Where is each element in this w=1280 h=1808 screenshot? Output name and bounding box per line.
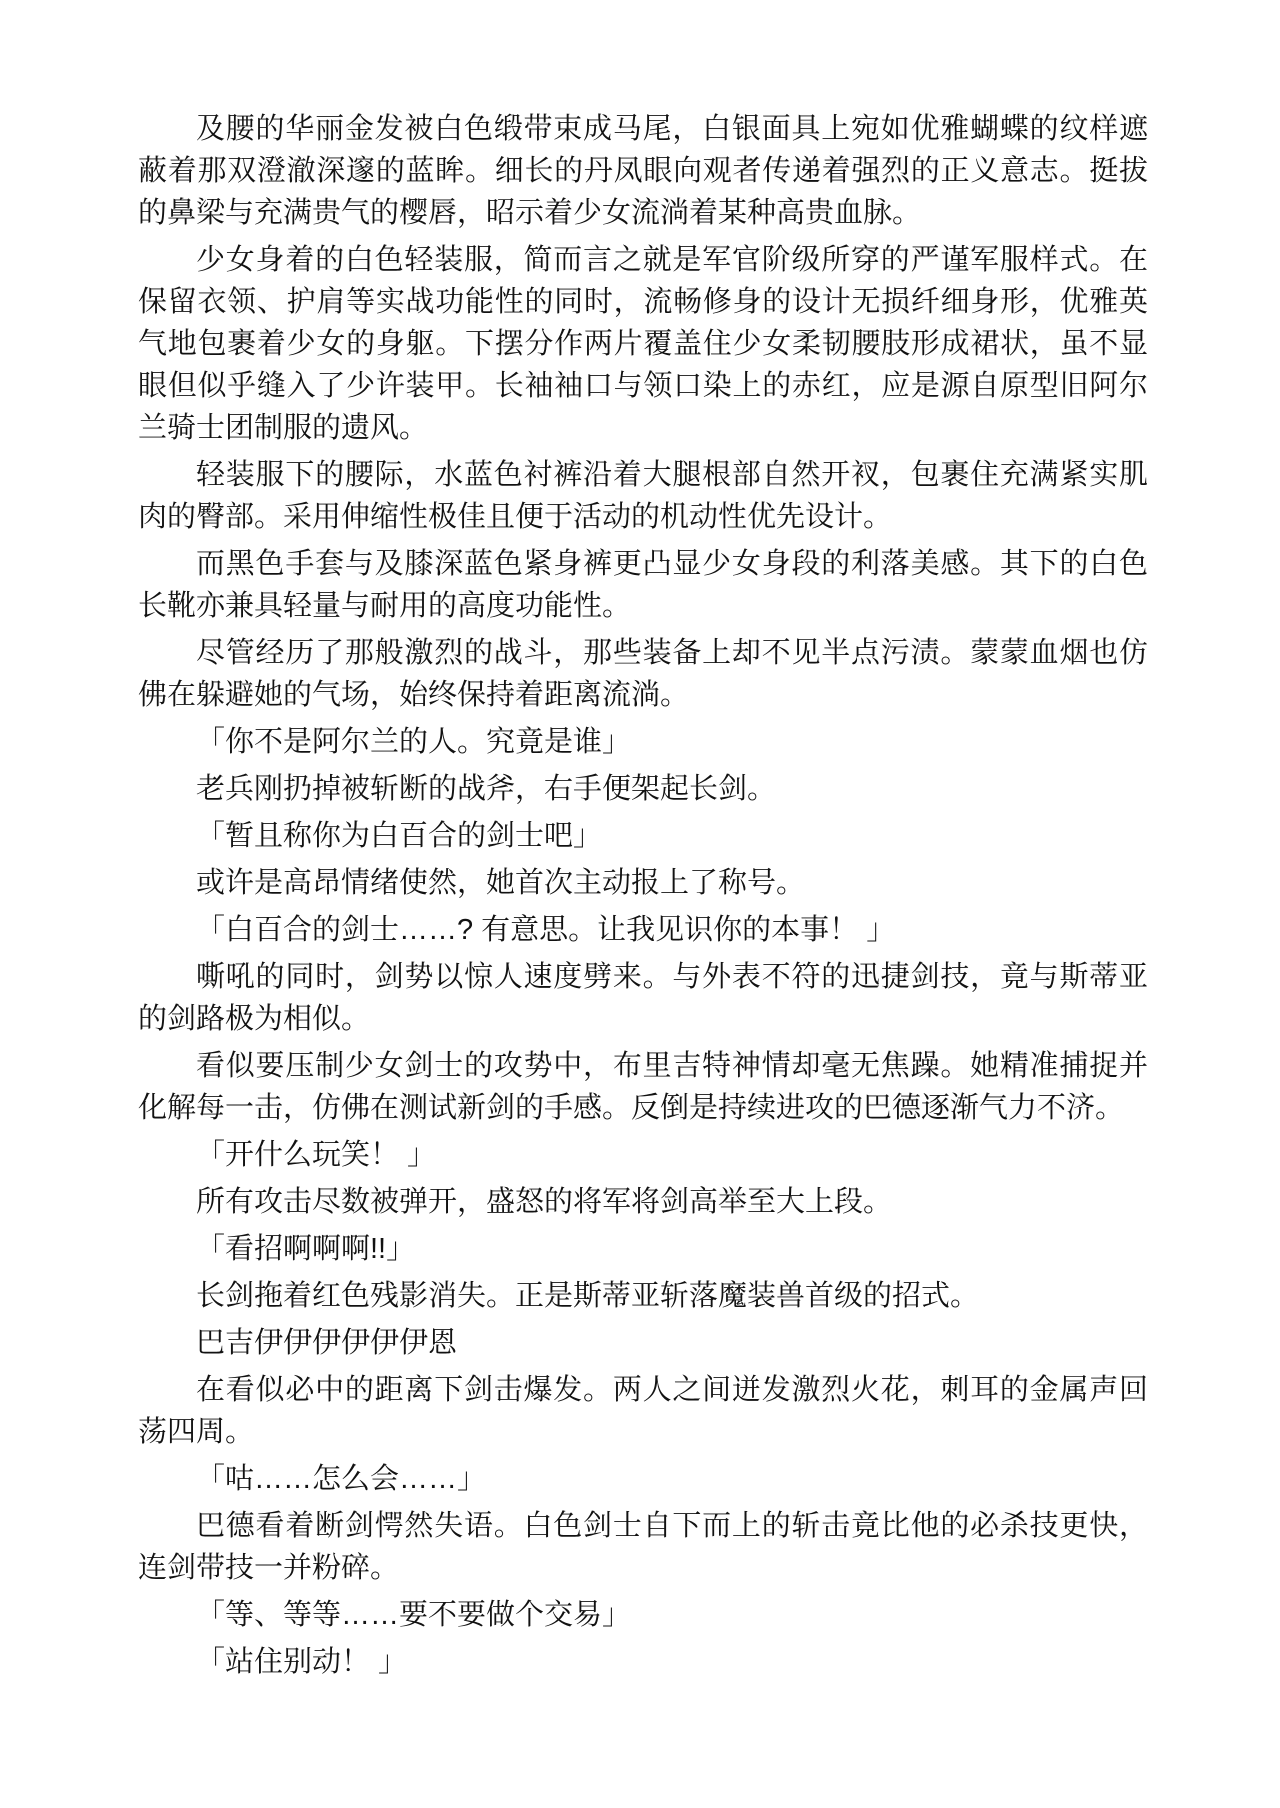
dialogue-line: 「等、等等……要不要做个交易」 <box>196 1599 632 1631</box>
paragraph: 所有攻击尽数被弹开，盛怒的将军将剑高举至大上段。 <box>196 1186 893 1218</box>
dialogue-line: 「咕……怎么会……」 <box>196 1463 487 1495</box>
paragraph: 而黑色手套与及膝深蓝色紧身裤更凸显少女身段的利落美感。其下的白色长靴亦兼具轻量与耐用的高度功能性。 <box>138 548 1148 622</box>
paragraph: 轻装服下的腰际，水蓝色衬裤沿着大腿根部自然开衩，包裹住充满紧实肌肉的臀部。采用伸缩性极佳且便于活动的机动性优先设计。 <box>138 459 1148 533</box>
dialogue-line: 「站住别动！ 」 <box>196 1646 408 1678</box>
dialogue-line: 「暂且称你为白百合的剑士吧」 <box>196 820 603 852</box>
paragraph: 在看似必中的距离下剑击爆发。两人之间迸发激烈火花，刺耳的金属声回荡四周。 <box>138 1374 1148 1448</box>
paragraph: 看似要压制少女剑士的攻势中，布里吉特神情却毫无焦躁。她精准捕捉并化解每一击，仿佛在测试新剑的手感。反倒是持续进攻的巴德逐渐气力不济。 <box>138 1050 1148 1124</box>
paragraph: 长剑拖着红色残影消失。正是斯蒂亚斩落魔装兽首级的招式。 <box>196 1280 980 1312</box>
paragraph: 尽管经历了那般激烈的战斗，那些装备上却不见半点污渍。蒙蒙血烟也仿佛在躲避她的气场，始终保持着距离流淌。 <box>138 637 1148 711</box>
paragraph: 或许是高昂情绪使然，她首次主动报上了称号。 <box>196 867 806 899</box>
paragraph: 嘶吼的同时，剑势以惊人速度劈来。与外表不符的迅捷剑技，竟与斯蒂亚的剑路极为相似。 <box>138 961 1148 1035</box>
paragraph: 少女身着的白色轻装服，简而言之就是军官阶级所穿的严谨军服样式。在保留衣领、护肩等实战功能性的同时，流畅修身的设计无损纤细身形，优雅英气地包裹着少女的身躯。下摆分作两片覆盖住少女柔韧腰肢形成裙状，虽不显眼但似乎缝入了少许装甲。长袖袖口与领口染上的赤红，应是源自原型旧阿尔兰骑士团制服的遗风。 <box>138 244 1148 444</box>
paragraph: 巴德看着断剑愕然失语。白色剑士自下而上的斩击竟比他的必杀技更快，连剑带技一并粉碎。 <box>138 1510 1148 1584</box>
paragraph: 及腰的华丽金发被白色缎带束成马尾，白银面具上宛如优雅蝴蝶的纹样遮蔽着那双澄澈深邃的蓝眸。细长的丹凤眼向观者传递着强烈的正义意志。挺拔的鼻梁与充满贵气的樱唇，昭示着少女流淌着某种高贵血脉。 <box>138 113 1148 229</box>
onomatopoeia-line: 巴吉伊伊伊伊伊伊恩 <box>196 1327 458 1359</box>
paragraph: 老兵刚扔掉被斩断的战斧，右手便架起长剑。 <box>196 773 777 805</box>
dialogue-line: 「开什么玩笑！ 」 <box>196 1139 437 1171</box>
dialogue-line: 「白百合的剑士……? 有意思。让我见识你的本事！ 」 <box>196 914 896 946</box>
dialogue-line: 「你不是阿尔兰的人。究竟是谁」 <box>196 726 632 758</box>
dialogue-line: 「看招啊啊啊!!」 <box>196 1233 416 1265</box>
